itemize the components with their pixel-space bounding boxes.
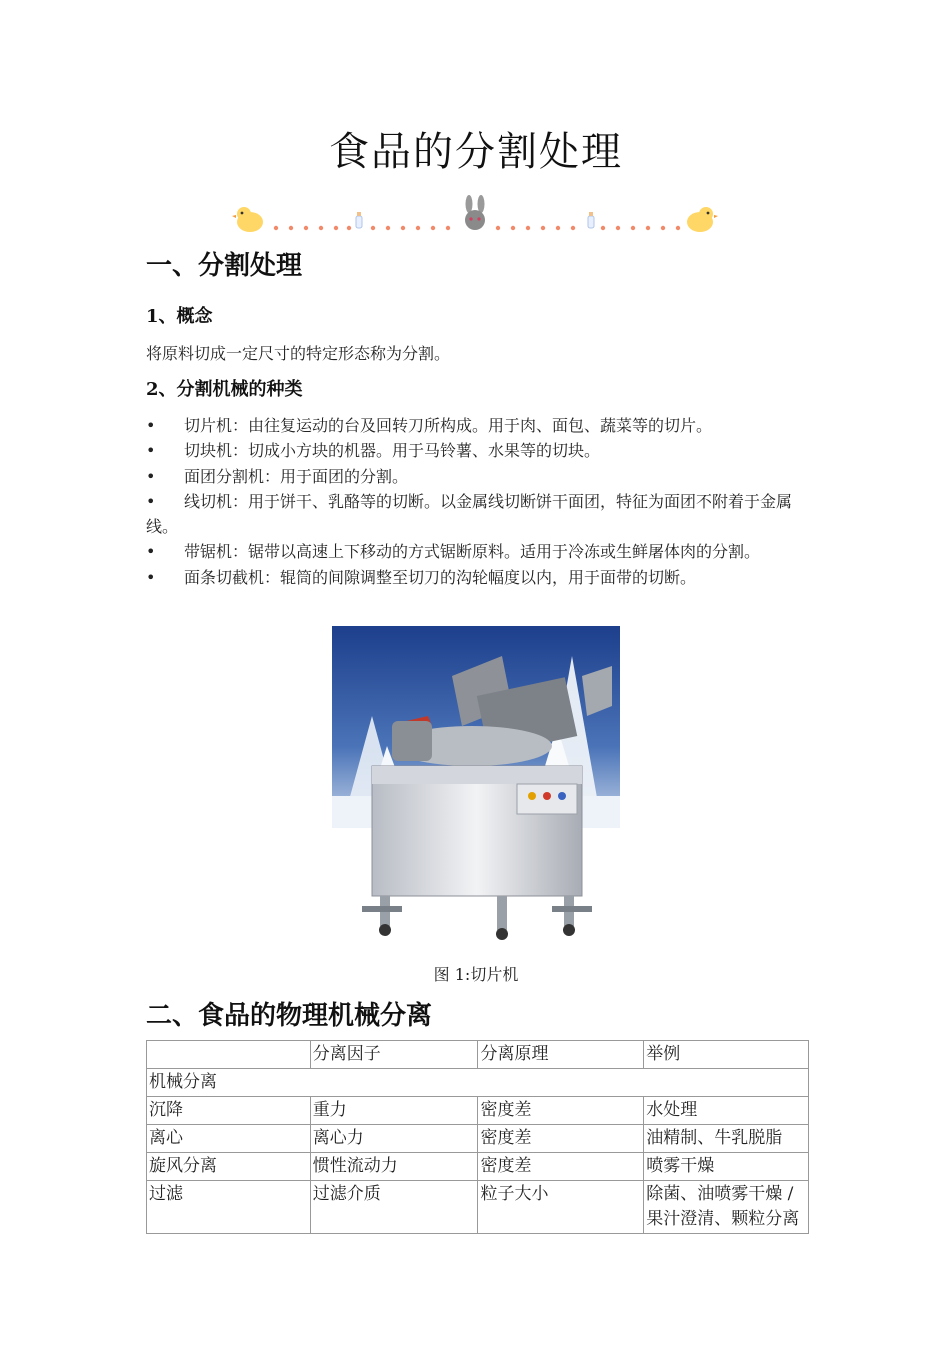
- table-group-row: [147, 1069, 809, 1097]
- subheading-machine-types: 2、分割机械的种类: [146, 379, 303, 400]
- table-cell: 沉降: [147, 1097, 311, 1125]
- bullet-icon: •: [146, 491, 156, 511]
- table-cell: 重力: [310, 1097, 478, 1125]
- table-cell: 过滤: [147, 1181, 311, 1234]
- section-heading-segmentation: 一、分割处理: [146, 251, 303, 281]
- table-cell: 油精制、牛乳脱脂: [644, 1125, 809, 1153]
- table-group-label: 机械分离: [147, 1069, 809, 1097]
- table-row: [147, 1125, 809, 1153]
- list-item: • 线切机：用于饼干、乳酪等的切断。以金属线切断饼干面团，特征为面团不附着于金属线。: [146, 489, 814, 540]
- slicer-machine-image: [332, 626, 622, 946]
- section-heading-separation: 二、食品的物理机械分离: [146, 1001, 433, 1031]
- table-cell: 密度差: [478, 1153, 644, 1181]
- table-header-cell: 举例: [644, 1041, 809, 1069]
- page-title: 食品的分割处理: [329, 129, 623, 175]
- bullet-icon: •: [146, 416, 156, 435]
- table-header-cell: 分离原理: [478, 1041, 644, 1069]
- machine-type-list: [146, 413, 814, 590]
- table-header-cell: 分离因子: [310, 1041, 478, 1069]
- table-cell: 密度差: [478, 1097, 644, 1125]
- bullet-icon: •: [146, 441, 156, 461]
- table-cell: 喷雾干燥: [644, 1153, 809, 1181]
- list-item: • 切块机：切成小方块的机器。用于马铃薯、水果等的切块。: [146, 438, 814, 463]
- table-row: [147, 1181, 809, 1234]
- subheading-concept: 1、概念: [146, 306, 213, 327]
- decorative-divider: [230, 192, 720, 240]
- list-item: • 面条切截机：辊筒的间隙调整至切刀的沟轮幅度以内，用于面带的切断。: [146, 565, 814, 590]
- list-item: • 切片机：由往复运动的台及回转刀所构成。用于肉、面包、蔬菜等的切片。: [146, 413, 814, 438]
- bottle-icon-right: [588, 212, 594, 228]
- concept-text: 将原料切成一定尺寸的特定形态称为分割。: [146, 344, 451, 363]
- table-row: [147, 1153, 809, 1181]
- table-cell: 除菌、油喷雾干燥 /果汁澄清、颗粒分离: [644, 1181, 809, 1234]
- bullet-icon: •: [146, 466, 156, 486]
- list-item: • 面团分割机：用于面团的分割。: [146, 464, 814, 489]
- table-cell: 过滤介质: [310, 1181, 478, 1234]
- table-cell: 离心力: [310, 1125, 478, 1153]
- table-cell: 水处理: [644, 1097, 809, 1125]
- table-header-row: [147, 1041, 809, 1069]
- table-cell: 惯性流动力: [310, 1153, 478, 1181]
- chick-icon-left: [232, 207, 263, 232]
- table-cell: 旋风分离: [147, 1153, 311, 1181]
- table-row: [147, 1097, 809, 1125]
- chick-icon-right: [687, 207, 718, 232]
- bottle-icon-left: [356, 212, 362, 228]
- bunny-icon: [465, 195, 485, 230]
- list-item: • 带锯机：锯带以高速上下移动的方式锯断原料。适用于冷冻或生鲜屠体肉的分割。: [146, 539, 814, 564]
- table-header-cell: [147, 1041, 311, 1069]
- bullet-icon: •: [146, 542, 156, 562]
- table-cell: 离心: [147, 1125, 311, 1153]
- separation-table: [146, 1040, 809, 1234]
- bullet-icon: •: [146, 567, 156, 587]
- figure-caption: 图 1:切片机: [433, 965, 519, 984]
- table-cell: 粒子大小: [478, 1181, 644, 1234]
- table-cell: 密度差: [478, 1125, 644, 1153]
